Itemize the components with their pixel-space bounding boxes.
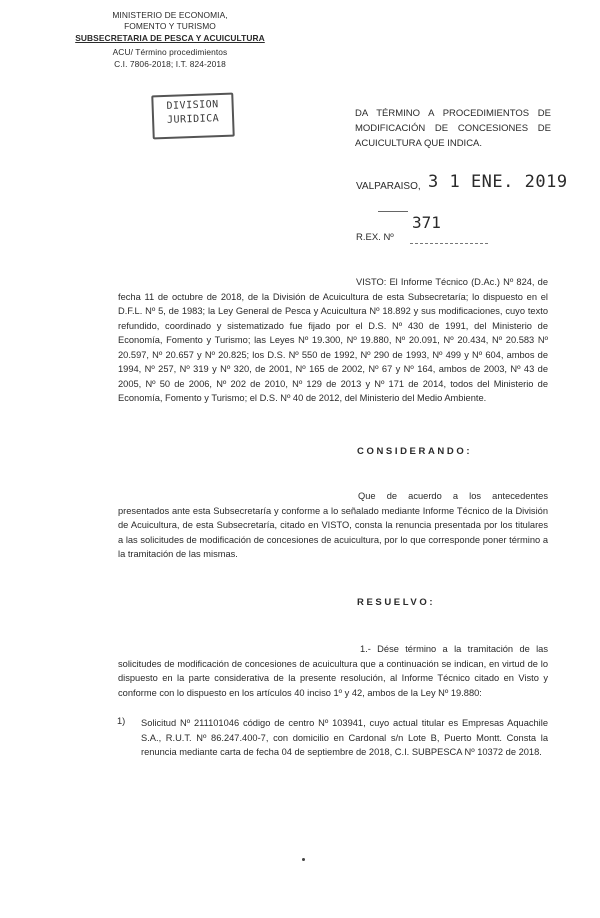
item-1-marker: 1) <box>117 716 126 726</box>
reference-line2: C.I. 7806-2018; I.T. 824-2018 <box>114 59 226 69</box>
stamp-line2: JURIDICA <box>166 113 220 126</box>
number-underline <box>410 243 488 245</box>
page-mark <box>302 858 305 861</box>
ministry-name-line1: MINISTERIO DE ECONOMIA, <box>112 10 228 20</box>
reference-line1: ACU/ Término procedimientos <box>112 47 228 57</box>
number-underline-top <box>378 211 408 213</box>
item-1-text: Solicitud Nº 211101046 código de centro Nº 103941, cuyo actual titular es Empresas Aquachile S.A., R.U.T. Nº 86.247.400-7, con domicilio en Cardonal s/n Lote B, Puerto Montt. Consta la renuncia mediante carta de fecha 04 de septiembre de 2018, C.I. SUBPESCA Nº 10372 de 2018. <box>141 718 548 757</box>
ministry-name-line2: FOMENTO Y TURISMO <box>124 21 216 31</box>
resolution-number: 371 <box>412 213 441 232</box>
place-city: VALPARAISO, <box>356 181 421 192</box>
stamp-line1: DIVISION <box>166 99 219 112</box>
subsecretaria-name: SUBSECRETARIA DE PESCA Y ACUICULTURA <box>75 33 265 43</box>
resolution-prefix: R.EX. Nº <box>356 232 394 243</box>
considerando-paragraph: Que de acuerdo a los antecedentes presentados ante esta Subsecretaría y conforme a lo señalado mediante Informe Técnico de la División de Acuicultura, de esta Subsecretaría, citado en VISTO, consta la renuncia presentada por los titulares a las solicitudes de modificación de concesiones de acuicultura, por lo que corresponde poner término a la tramitación de las mismas. <box>118 491 548 559</box>
resolution-date-stamp: 3 1 ENE. 2019 <box>428 172 568 192</box>
resolution-subject: DA TÉRMINO A PROCEDIMIENTOS DE MODIFICACIÓN DE CONCESIONES DE ACUICULTURA QUE INDICA. <box>355 108 551 149</box>
resuelvo-paragraph: 1.- Dése término a la tramitación de las solicitudes de modificación de concesiones de acuicultura que a continuación se indican, en virtud de lo dispuesto en la parte considerativa de la presente resolución, al Informe Técnico citado en Visto y conforme con lo dispuesto en los artículos 40 inciso 1º y 42, ambos de la Ley Nº 19.880: <box>118 644 548 698</box>
resuelvo-heading: RESUELVO: <box>357 597 436 608</box>
division-juridica-stamp <box>151 93 234 140</box>
considerando-heading: CONSIDERANDO: <box>357 446 473 457</box>
visto-paragraph: VISTO: El Informe Técnico (D.Ac.) Nº 824, de fecha 11 de octubre de 2018, de la División de Acuicultura de esta Subsecretaría; lo dispuesto en el D.F.L. Nº 5, de 1983; la Ley General de Pesca y Acuicultura Nº 18.892 y sus modificaciones, cuyo texto refundido, coordinado y sistematizado fue fijado por el D.S. Nº 430 de 1991, del Ministerio de Economía, Fomento y Turismo; las Leyes Nº 19.300, Nº 19.880, Nº 20.091, Nº 20.434, Nº 20.583 Nº 20.597, Nº 20.657 y Nº 20.825; los D.S. Nº 550 de 1992, Nº 290 de 1993, Nº 499 y Nº 604, ambos de 1994, Nº 257, Nº 319 y Nº 320, de 2001, Nº 165 de 2002, Nº 67 y Nº 164, ambos de 2003, Nº 43 de 2005, Nº 50 de 2006, Nº 202 de 2010, Nº 129 de 2013 y Nº 171 de 2014, todos del Ministerio de Economía, Fomento y Turismo; el D.S. Nº 40 de 2012, del Ministerio del Medio Ambiente. <box>118 277 548 403</box>
